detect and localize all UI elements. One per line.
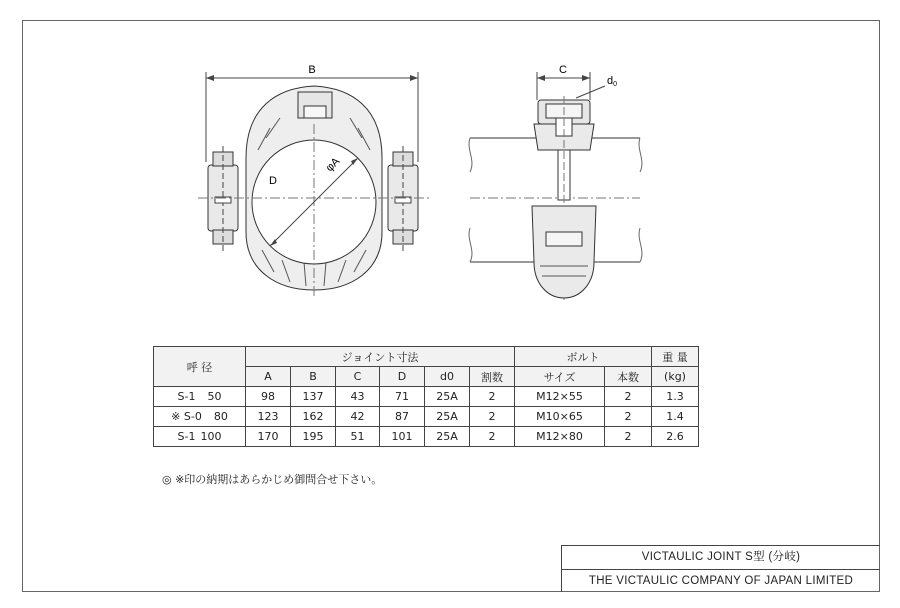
cell-c: 42	[336, 407, 380, 427]
subheader-bolt-count: 本数	[605, 367, 652, 387]
title-company-name: THE VICTAULIC COMPANY OF JAPAN LIMITED	[562, 569, 880, 593]
cell-b: 162	[291, 407, 336, 427]
dim-b-label: B	[308, 64, 316, 76]
cell-split: 2	[470, 387, 515, 407]
cell-bolt-count: 2	[605, 427, 652, 447]
delivery-note: ◎ ※印の納期はあらかじめ御問合せ下さい。	[162, 473, 383, 486]
cell-nominal: S-1 100	[154, 427, 246, 447]
subheader-a: A	[246, 367, 291, 387]
table-row	[154, 387, 699, 407]
cell-a: 123	[246, 407, 291, 427]
cell-bolt-size: M12×80	[515, 427, 605, 447]
cell-d0: 25A	[425, 387, 470, 407]
subheader-bolt-size: サイズ	[515, 367, 605, 387]
header-bolt: ボルト	[515, 347, 652, 367]
dim-d-label: D	[269, 175, 277, 187]
cell-b: 195	[291, 427, 336, 447]
subheader-d0: d0	[425, 367, 470, 387]
cell-bolt-size: M12×55	[515, 387, 605, 407]
table-row	[154, 427, 699, 447]
front-view	[198, 72, 430, 296]
cell-d: 101	[380, 427, 425, 447]
table-header-row	[154, 347, 699, 367]
side-view	[469, 72, 642, 300]
cell-weight: 2.6	[652, 427, 699, 447]
subheader-weight-unit: (kg)	[652, 367, 699, 387]
subheader-c: C	[336, 367, 380, 387]
cell-bolt-size: M10×65	[515, 407, 605, 427]
cell-d0: 25A	[425, 427, 470, 447]
dim-d0-label: d0	[607, 75, 618, 88]
cell-d: 87	[380, 407, 425, 427]
header-weight: 重 量	[652, 347, 699, 367]
cell-c: 51	[336, 427, 380, 447]
dim-phia-label: φA	[323, 155, 343, 175]
header-joint-dims: ジョイント寸法	[246, 347, 515, 367]
cell-d: 71	[380, 387, 425, 407]
cell-split: 2	[470, 407, 515, 427]
subheader-d: D	[380, 367, 425, 387]
cell-b: 137	[291, 387, 336, 407]
cell-nominal: ※ S-0 80	[154, 407, 246, 427]
table-row	[154, 407, 699, 427]
cell-bolt-count: 2	[605, 407, 652, 427]
subheader-split: 割数	[470, 367, 515, 387]
cell-a: 170	[246, 427, 291, 447]
cell-bolt-count: 2	[605, 387, 652, 407]
cell-weight: 1.4	[652, 407, 699, 427]
dim-c-label: C	[559, 64, 567, 76]
cell-nominal: S-1 50	[154, 387, 246, 407]
cell-d0: 25A	[425, 407, 470, 427]
cell-weight: 1.3	[652, 387, 699, 407]
title-product-name: VICTAULIC JOINT S型 (分岐)	[641, 551, 801, 563]
spec-table	[153, 346, 699, 447]
header-nominal: 呼 径	[154, 347, 246, 387]
title-block	[561, 545, 880, 592]
cell-c: 43	[336, 387, 380, 407]
cell-a: 98	[246, 387, 291, 407]
cell-split: 2	[470, 427, 515, 447]
subheader-b: B	[291, 367, 336, 387]
